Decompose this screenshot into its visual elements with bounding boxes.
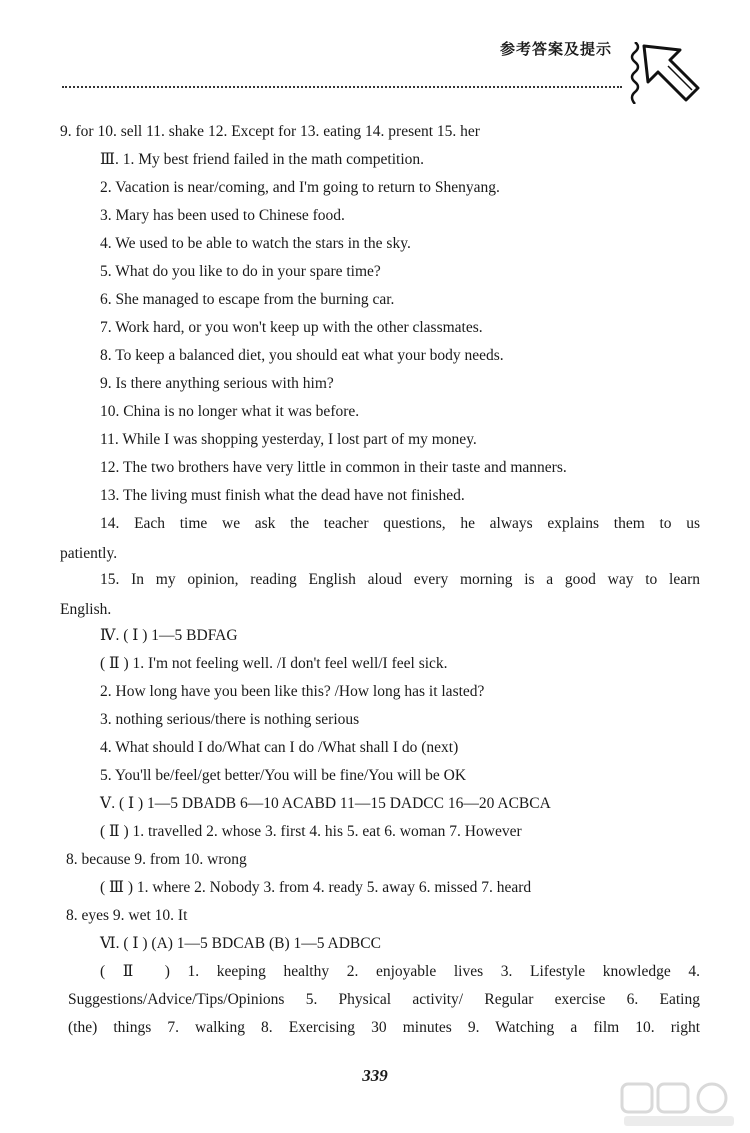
answer-line: English. — [60, 601, 112, 618]
answer-line: 12. The two brothers have very little in common in their taste and manners. — [100, 459, 567, 476]
answer-line: 2. Vacation is near/coming, and I'm going to return to Shenyang. — [100, 179, 500, 196]
answer-line: 8. because 9. from 10. wrong — [66, 851, 247, 868]
answer-line: Ⅵ. ( Ⅰ ) (A) 1—5 BDCAB (B) 1—5 ADBCC — [100, 935, 381, 952]
answer-line: 9. for 10. sell 11. shake 12. Except for 13. eating 14. present 15. her — [60, 123, 480, 140]
answer-line: 4. What should I do/What can I do /What shall I do (next) — [100, 739, 459, 756]
header-title: 参考答案及提示 — [500, 40, 613, 58]
answer-line: patiently. — [60, 545, 118, 562]
answer-line: 15. In my opinion, reading English aloud every morning is a good way to learn — [100, 571, 700, 588]
answer-line: (the) things 7. walking 8. Exercising 30 minutes 9. Watching a film 10. right — [68, 1019, 700, 1036]
answer-line: 7. Work hard, or you won't keep up with the other classmates. — [100, 319, 483, 336]
answer-line: Ⅳ. ( Ⅰ ) 1—5 BDFAG — [100, 627, 238, 644]
answer-line: Suggestions/Advice/Tips/Opinions 5. Physical activity/ Regular exercise 6. Eating — [68, 991, 700, 1008]
answer-line: 5. What do you like to do in your spare time? — [100, 263, 381, 280]
answer-line: 10. China is no longer what it was before. — [100, 403, 360, 420]
answer-line: 14. Each time we ask the teacher questions, he always explains them to us — [100, 515, 700, 532]
answer-line: 2. How long have you been like this? /How long has it lasted? — [100, 683, 485, 700]
page-number: 339 — [362, 1066, 388, 1085]
watermark-logo-icon — [616, 1080, 742, 1130]
answer-line: 11. While I was shopping yesterday, I lost part of my money. — [100, 431, 477, 448]
answer-line: ( Ⅱ ) 1. keeping healthy 2. enjoyable lives 3. Lifestyle knowledge 4. — [100, 963, 700, 980]
answer-line: Ⅲ. 1. My best friend failed in the math competition. — [100, 151, 425, 168]
answer-line: ( Ⅱ ) 1. travelled 2. whose 3. first 4. his 5. eat 6. woman 7. However — [100, 823, 522, 840]
answer-line: 3. Mary has been used to Chinese food. — [100, 207, 345, 224]
answer-line: 9. Is there anything serious with him? — [100, 375, 334, 392]
answer-line: 5. You'll be/feel/get better/You will be fine/You will be OK — [100, 767, 467, 784]
answer-line: 8. To keep a balanced diet, you should eat what your body needs. — [100, 347, 504, 364]
answer-line: 13. The living must finish what the dead have not finished. — [100, 487, 465, 504]
answer-line: Ⅴ. ( Ⅰ ) 1—5 DBADB 6—10 ACABD 11—15 DADCC 16—20 ACBCA — [100, 795, 551, 812]
arrow-icon — [640, 42, 702, 104]
answer-line: 6. She managed to escape from the burning car. — [100, 291, 395, 308]
answer-line: 4. We used to be able to watch the stars in the sky. — [100, 235, 411, 252]
answer-line: 3. nothing serious/there is nothing serious — [100, 711, 360, 728]
answer-line: 8. eyes 9. wet 10. It — [66, 907, 188, 924]
answer-line: ( Ⅱ ) 1. I'm not feeling well. /I don't feel well/I feel sick. — [100, 655, 448, 672]
answer-line: ( Ⅲ ) 1. where 2. Nobody 3. from 4. ready 5. away 6. missed 7. heard — [100, 879, 532, 896]
header-rule — [62, 86, 622, 88]
